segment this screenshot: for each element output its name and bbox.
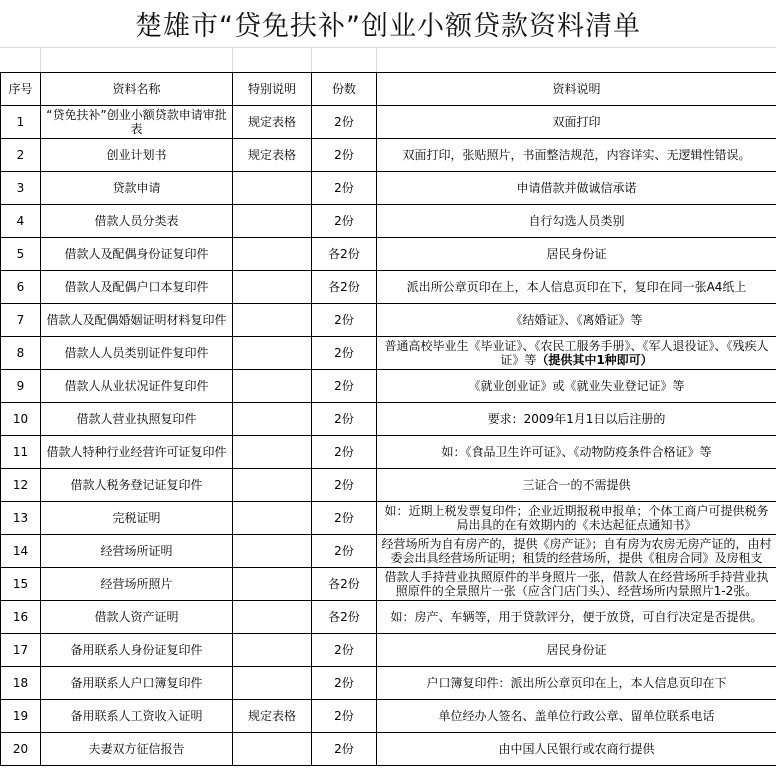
row-number: 2 [1, 139, 41, 172]
table-row [1, 172, 776, 205]
row-number: 6 [1, 271, 41, 304]
row-number: 12 [1, 469, 41, 502]
material-name: 借款人及配偶户口本复印件 [41, 271, 233, 304]
copies: 2份 [312, 436, 377, 469]
material-description: 三证合一的不需提供 [377, 469, 776, 502]
special-note [233, 469, 312, 502]
copies: 2份 [312, 502, 377, 535]
table-row [1, 502, 776, 535]
special-note [233, 535, 312, 568]
material-name: 借款人特种行业经营许可证复印件 [41, 436, 233, 469]
material-description: 双面打印 [377, 106, 776, 139]
material-name: 完税证明 [41, 502, 233, 535]
material-description: 申请借款并做诚信承诺 [377, 172, 776, 205]
copies: 2份 [312, 370, 377, 403]
special-note [233, 436, 312, 469]
copies: 2份 [312, 535, 377, 568]
special-note [233, 370, 312, 403]
table-row [1, 568, 776, 601]
description-text: 普通高校毕业生《毕业证》、《农民工服务手册》、《军人退役证》、《残疾人证》等 [384, 339, 769, 367]
table-row [1, 469, 776, 502]
row-number: 18 [1, 667, 41, 700]
row-number: 4 [1, 205, 41, 238]
header-no: 序号 [1, 73, 41, 106]
header-special: 特别说明 [233, 73, 312, 106]
special-note [233, 634, 312, 667]
table-row [1, 238, 776, 271]
material-description: 如：房产、车辆等，用于贷款评分，便于放贷，可自行决定是否提供。 [377, 601, 776, 634]
row-number: 16 [1, 601, 41, 634]
row-number: 17 [1, 634, 41, 667]
copies: 2份 [312, 733, 377, 766]
copies: 2份 [312, 403, 377, 436]
material-name: 备用联系人户口簿复印件 [41, 667, 233, 700]
copies: 2份 [312, 304, 377, 337]
material-table [0, 72, 776, 766]
material-name: “贷免扶补”创业小额贷款申请审批表 [41, 106, 233, 139]
header-desc: 资料说明 [377, 73, 776, 106]
header-copies: 份数 [312, 73, 377, 106]
copies: 2份 [312, 139, 377, 172]
material-description [377, 337, 776, 370]
material-name: 借款人员分类表 [41, 205, 233, 238]
material-description: 双面打印，张贴照片，书面整洁规范，内容详实、无逻辑性错误。 [377, 139, 776, 172]
table-row [1, 106, 776, 139]
special-note: 规定表格 [233, 700, 312, 733]
table-row [1, 205, 776, 238]
special-note [233, 238, 312, 271]
table-row [1, 700, 776, 733]
row-number: 13 [1, 502, 41, 535]
description-emphasis: （提供其中1种即可） [536, 353, 653, 367]
header-name: 资料名称 [41, 73, 233, 106]
grid-line [232, 47, 233, 72]
table-row [1, 634, 776, 667]
copies: 2份 [312, 205, 377, 238]
material-description: 单位经办人签名、盖单位行政公章、留单位联系电话 [377, 700, 776, 733]
special-note [233, 601, 312, 634]
table-body [1, 106, 776, 766]
row-number: 11 [1, 436, 41, 469]
material-name: 借款人从业状况证件复印件 [41, 370, 233, 403]
material-name: 借款人及配偶婚姻证明材料复印件 [41, 304, 233, 337]
material-description: 《就业创业证》或《就业失业登记证》等 [377, 370, 776, 403]
material-description: 要求：2009年1月1日以后注册的 [377, 403, 776, 436]
material-description: 居民身份证 [377, 634, 776, 667]
material-name: 夫妻双方征信报告 [41, 733, 233, 766]
page-title: 楚雄市“贷免扶补”创业小额贷款资料清单 [135, 11, 641, 42]
copies: 2份 [312, 106, 377, 139]
special-note [233, 733, 312, 766]
material-description: 居民身份证 [377, 238, 776, 271]
copies: 各2份 [312, 238, 377, 271]
material-name: 借款人资产证明 [41, 601, 233, 634]
table-row [1, 667, 776, 700]
special-note [233, 502, 312, 535]
material-name: 借款人及配偶身份证复印件 [41, 238, 233, 271]
material-name: 借款人税务登记证复印件 [41, 469, 233, 502]
material-description: 由中国人民银行或农商行提供 [377, 733, 776, 766]
material-name: 经营场所照片 [41, 568, 233, 601]
table-row [1, 403, 776, 436]
table-row [1, 436, 776, 469]
copies: 2份 [312, 667, 377, 700]
copies: 2份 [312, 337, 377, 370]
special-note [233, 337, 312, 370]
row-number: 3 [1, 172, 41, 205]
row-number: 15 [1, 568, 41, 601]
special-note [233, 304, 312, 337]
table-row [1, 733, 776, 766]
special-note: 规定表格 [233, 106, 312, 139]
special-note [233, 172, 312, 205]
row-number: 20 [1, 733, 41, 766]
special-note [233, 205, 312, 238]
material-description: 如：近期上税发票复印件；企业近期报税申报单；个体工商户可提供税务局出具的在有效期内的《未达起征点通知书》 [377, 502, 776, 535]
grid-line [311, 47, 312, 72]
material-description: 派出所公章页印在上，本人信息页印在下，复印在同一张A4纸上 [377, 271, 776, 304]
copies: 2份 [312, 700, 377, 733]
row-number: 8 [1, 337, 41, 370]
special-note [233, 667, 312, 700]
material-description: 自行勾选人员类别 [377, 205, 776, 238]
table-row [1, 535, 776, 568]
copies: 2份 [312, 634, 377, 667]
material-description: 如：《食品卫生许可证》、《动物防疫条件合格证》等 [377, 436, 776, 469]
table-row [1, 271, 776, 304]
row-number: 1 [1, 106, 41, 139]
special-note: 规定表格 [233, 139, 312, 172]
special-note [233, 271, 312, 304]
copies: 各2份 [312, 601, 377, 634]
table-row [1, 370, 776, 403]
table-row [1, 337, 776, 370]
row-number: 10 [1, 403, 41, 436]
material-name: 备用联系人身份证复印件 [41, 634, 233, 667]
copies: 各2份 [312, 271, 377, 304]
material-name: 备用联系人工资收入证明 [41, 700, 233, 733]
material-description: 借款人手持营业执照原件的半身照片一张，借款人在经营场所手持营业执照原件的全景照片一张（应含门店门头）、经营场所内景照片1-2张。 [377, 568, 776, 601]
grid-line [40, 47, 41, 72]
row-number: 9 [1, 370, 41, 403]
copies: 各2份 [312, 568, 377, 601]
table-row [1, 601, 776, 634]
header-row [1, 73, 776, 106]
copies: 2份 [312, 469, 377, 502]
material-description: 《结婚证》、《离婚证》等 [377, 304, 776, 337]
row-number: 19 [1, 700, 41, 733]
material-name: 借款人营业执照复印件 [41, 403, 233, 436]
material-description: 经营场所为自有房产的，提供《房产证》；自有房为农房无房产证的，由村委会出具经营场所证明；租赁的经营场所，提供《租房合同》及房租支 [377, 535, 776, 568]
copies: 2份 [312, 172, 377, 205]
material-description: 户口簿复印件：派出所公章页印在上，本人信息页印在下 [377, 667, 776, 700]
grid-line [0, 47, 776, 48]
special-note [233, 568, 312, 601]
grid-line [376, 47, 377, 72]
row-number: 14 [1, 535, 41, 568]
table-row [1, 139, 776, 172]
material-name: 借款人人员类别证件复印件 [41, 337, 233, 370]
row-number: 7 [1, 304, 41, 337]
material-name: 经营场所证明 [41, 535, 233, 568]
row-number: 5 [1, 238, 41, 271]
special-note [233, 403, 312, 436]
table-row [1, 304, 776, 337]
material-name: 创业计划书 [41, 139, 233, 172]
material-name: 贷款申请 [41, 172, 233, 205]
